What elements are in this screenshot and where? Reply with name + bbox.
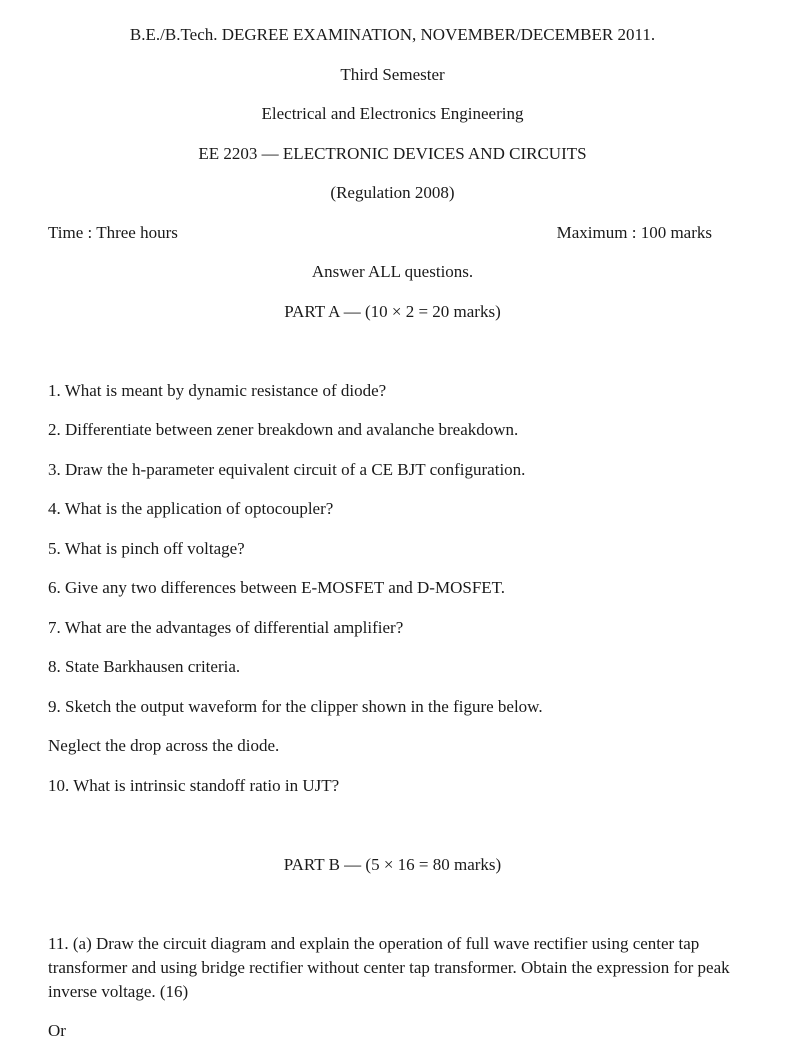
question-9-note: Neglect the drop across the diode. — [48, 736, 280, 755]
question-10: 10. What is intrinsic standoff ratio in UJT? — [48, 776, 340, 795]
department: Electrical and Electronics Engineering — [261, 104, 524, 123]
question-1: 1. What is meant by dynamic resistance of diode? — [48, 381, 387, 400]
instruction: Answer ALL questions. — [311, 262, 474, 281]
part-b-heading: PART B — (5 × 16 = 80 marks) — [283, 855, 502, 874]
part-a-heading: PART A — (10 × 2 = 20 marks) — [284, 302, 501, 321]
or-separator: Or — [48, 1021, 66, 1040]
question-11a: 11. (a) Draw the circuit diagram and explain the operation of full wave rectifier using center tap transformer and using bridge rectifier without center tap transformer. Obtain the expression for peak inverse voltage. (16) — [48, 934, 730, 1001]
exam-title: B.E./B.Tech. DEGREE EXAMINATION, NOVEMBER/DECEMBER 2011. — [129, 25, 656, 44]
question-7: 7. What are the advantages of differential amplifier? — [48, 618, 404, 637]
maximum-marks: Maximum : 100 marks — [556, 223, 712, 242]
question-5: 5. What is pinch off voltage? — [48, 539, 245, 558]
question-9: 9. Sketch the output waveform for the clipper shown in the figure below. — [48, 697, 543, 716]
time-allowed: Time : Three hours — [48, 223, 178, 242]
question-2: 2. Differentiate between zener breakdown and avalanche breakdown. — [48, 420, 519, 439]
semester: Third Semester — [340, 65, 445, 84]
course-title: EE 2203 — ELECTRONIC DEVICES AND CIRCUITS — [198, 144, 587, 163]
question-3: 3. Draw the h-parameter equivalent circuit of a CE BJT configuration. — [48, 460, 526, 479]
regulation: (Regulation 2008) — [330, 183, 455, 202]
question-4: 4. What is the application of optocoupler? — [48, 499, 334, 518]
question-6: 6. Give any two differences between E-MOSFET and D-MOSFET. — [48, 578, 506, 597]
question-8: 8. State Barkhausen criteria. — [48, 657, 241, 676]
